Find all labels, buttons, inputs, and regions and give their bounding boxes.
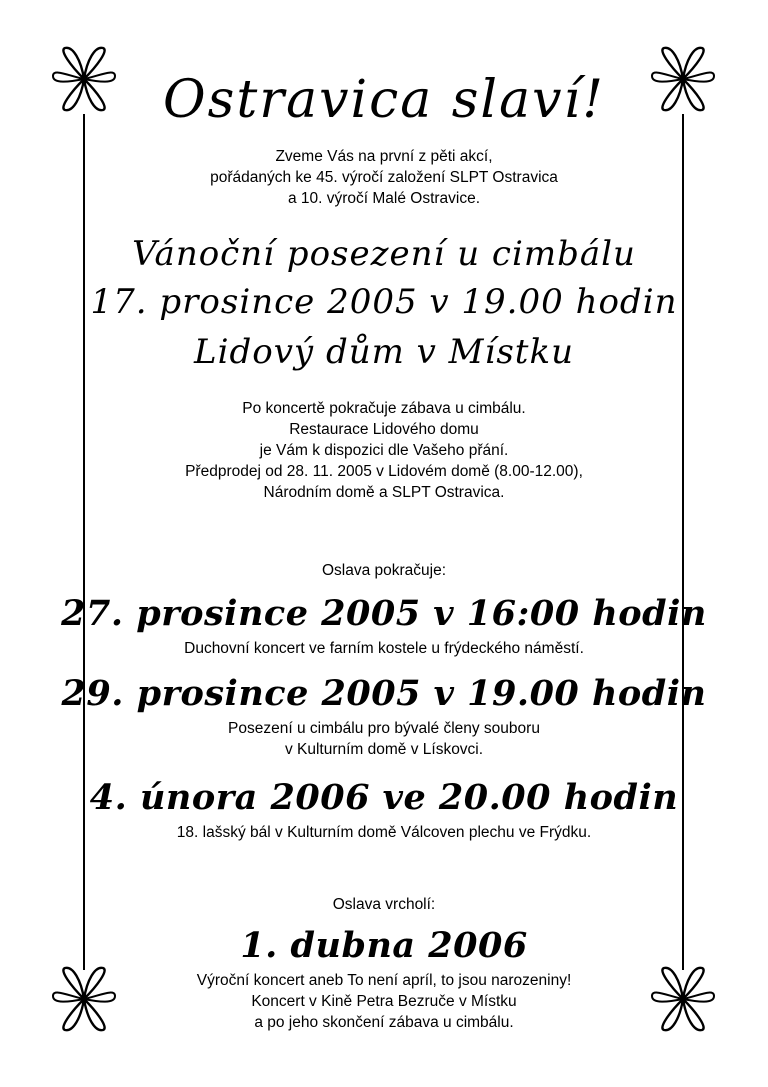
- event-line: v Kulturním domě v Lískovci.: [284, 741, 484, 758]
- details-line: je Vám k dispozici dle Vašeho přání.: [259, 442, 509, 459]
- event-date: 4. února 2006 ve 20.00 hodin: [89, 777, 679, 818]
- event-description: [0, 718, 768, 760]
- event-line: 18. lašský bál v Kulturním domě Válcoven plechu ve Frýdku.: [176, 824, 592, 841]
- details-line: Po koncertě pokračuje zábava u cimbálu.: [242, 400, 526, 417]
- event-date: 27. prosince 2005 v 16:00 hodin: [61, 593, 707, 634]
- event-line: Duchovní koncert ve farním kostele u frýdeckého náměstí.: [184, 640, 584, 657]
- details-line: Národním domě a SLPT Ostravica.: [263, 484, 505, 501]
- continues-label: Oslava pokračuje:: [321, 562, 447, 579]
- event-description: [0, 822, 768, 843]
- culminates-label: Oslava vrcholí:: [332, 896, 436, 913]
- final-event-line: Koncert v Kině Petra Bezruče v Místku: [251, 993, 517, 1010]
- final-event-line: a po jeho skončení zábava u cimbálu.: [254, 1014, 514, 1031]
- event-line: Posezení u cimbálu pro bývalé členy souboru: [228, 720, 540, 737]
- details-line: Předprodej od 28. 11. 2005 v Lidovém domě (8.00-12.00),: [185, 463, 583, 480]
- intro-text: [0, 146, 768, 209]
- final-event-line: Výroční koncert aneb To není apríl, to jsou narozeniny!: [196, 972, 572, 989]
- event-date: 29. prosince 2005 v 19.00 hodin: [61, 673, 707, 714]
- main-event-date: 17. prosince 2005 v 19.00 hodin: [90, 282, 678, 322]
- main-event-details: [0, 398, 768, 503]
- page-title: Ostravica slaví!: [163, 70, 605, 130]
- main-event-title: Vánoční posezení u cimbálu: [132, 234, 636, 274]
- intro-line: Zveme Vás na první z pěti akcí,: [275, 148, 493, 165]
- final-event-date: 1. dubna 2006: [240, 925, 528, 966]
- intro-line: pořádaných ke 45. výročí založení SLPT Ostravica: [210, 169, 558, 186]
- event-description: [0, 638, 768, 659]
- intro-line: a 10. výročí Malé Ostravice.: [287, 190, 481, 207]
- main-event-venue: Lidový dům v Místku: [194, 332, 574, 372]
- final-event-description: [0, 970, 768, 1033]
- details-line: Restaurace Lidového domu: [289, 421, 479, 438]
